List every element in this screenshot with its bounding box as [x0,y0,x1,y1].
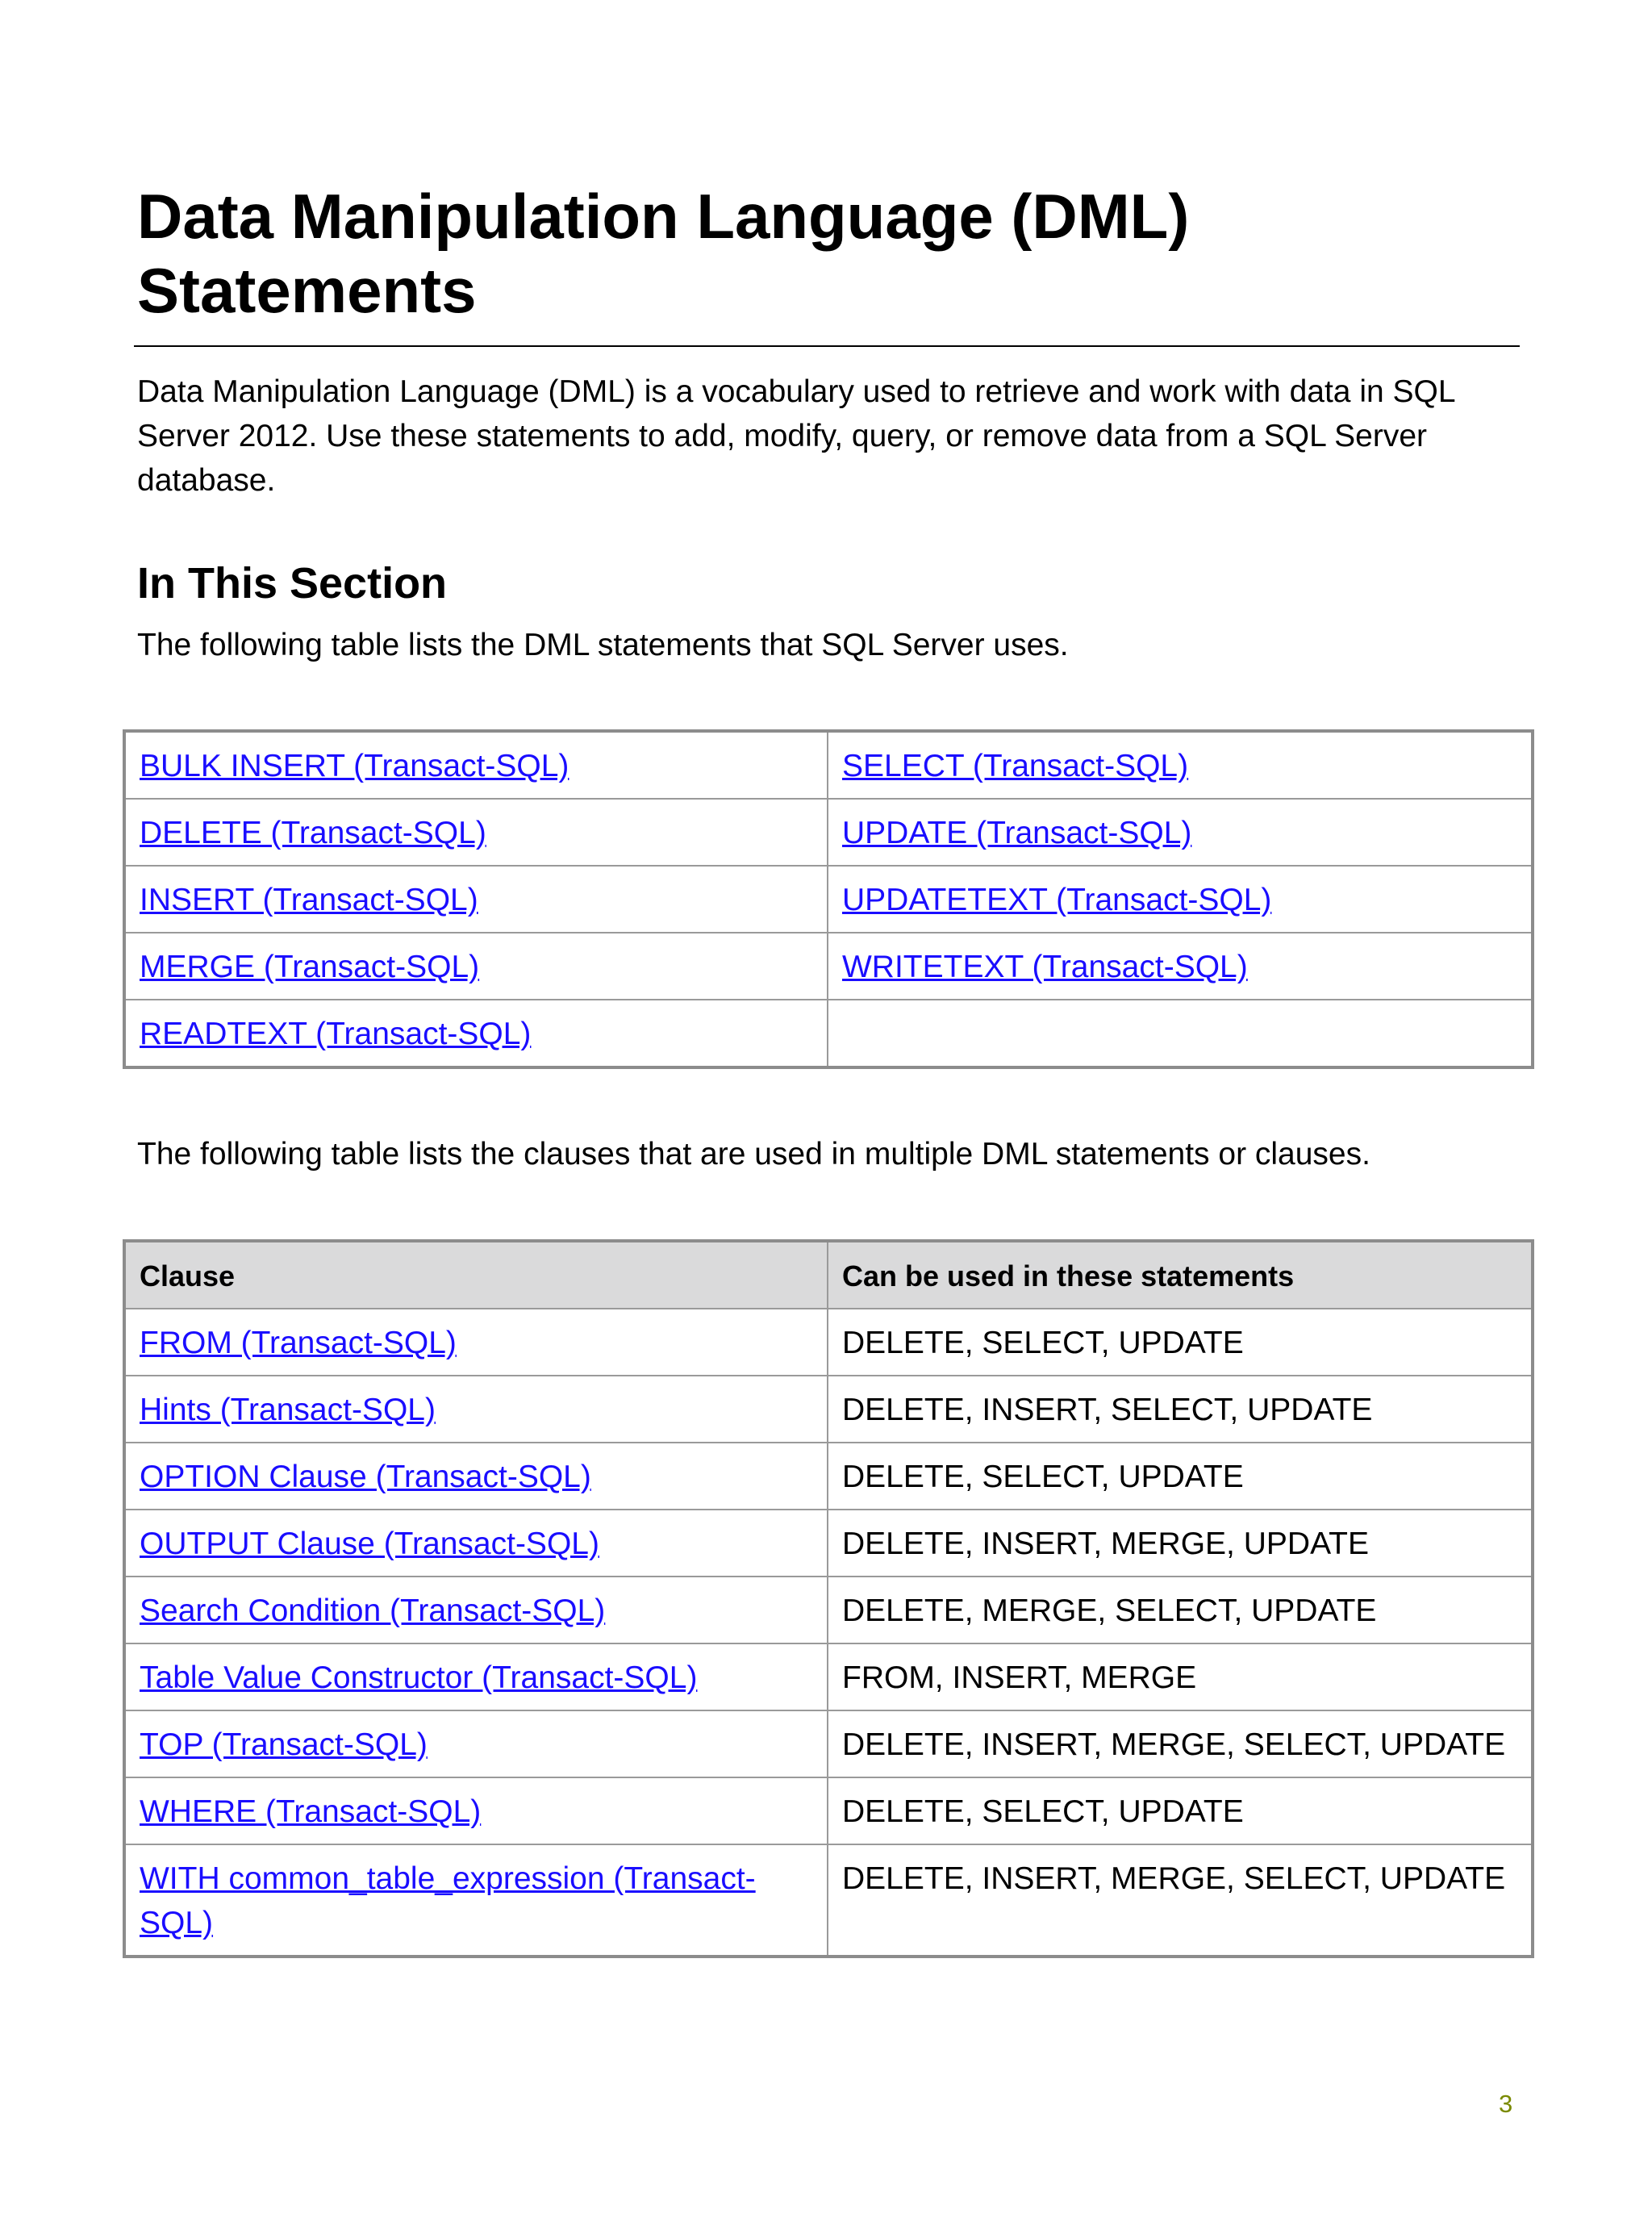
table-cell [124,1000,828,1067]
table-row [124,1643,1533,1710]
delete-link[interactable]: DELETE (Transact-SQL) [140,816,486,850]
option-clause-link[interactable]: OPTION Clause (Transact-SQL) [140,1460,591,1494]
select-link[interactable]: SELECT (Transact-SQL) [842,749,1189,783]
statements-table [123,729,1534,1069]
table-cell [124,1710,828,1777]
intro-paragraph: Data Manipulation Language (DML) is a vocabulary used to retrieve and work with data in SQL Server 2012. Use these statements to add, modify, query, or remove data from a SQL Server database. [137,374,1455,498]
table-row [124,866,1533,933]
table-cell [124,866,828,933]
table-row [124,799,1533,866]
table-row [124,1443,1533,1510]
page-title-line-1: Data Manipulation Language (DML) [137,181,1190,252]
statements-cell: DELETE, INSERT, MERGE, SELECT, UPDATE [828,1844,1533,1957]
statements-cell: FROM, INSERT, MERGE [828,1643,1533,1710]
table-row [124,1376,1533,1443]
table-cell [124,1777,828,1844]
table-cell [124,1844,828,1957]
statements-cell: DELETE, SELECT, UPDATE [828,1777,1533,1844]
table-cell [124,1643,828,1710]
table-row [124,731,1533,799]
table-cell [124,799,828,866]
search-condition-link[interactable]: Search Condition (Transact-SQL) [140,1593,606,1628]
output-clause-link[interactable]: OUTPUT Clause (Transact-SQL) [140,1526,599,1561]
table-cell [124,1443,828,1510]
statements-cell: DELETE, MERGE, SELECT, UPDATE [828,1577,1533,1643]
table-row [124,1844,1533,1957]
statements-cell: DELETE, INSERT, MERGE, SELECT, UPDATE [828,1710,1533,1777]
from-link[interactable]: FROM (Transact-SQL) [140,1326,457,1360]
table-row [124,1710,1533,1777]
where-link[interactable]: WHERE (Transact-SQL) [140,1794,482,1829]
table-row [124,933,1533,1000]
bulk-insert-link[interactable]: BULK INSERT (Transact-SQL) [140,749,569,783]
readtext-link[interactable]: READTEXT (Transact-SQL) [140,1017,532,1051]
table-row [124,1577,1533,1643]
section-heading: In This Section [137,559,448,608]
table-cell [828,866,1533,933]
writetext-link[interactable]: WRITETEXT (Transact-SQL) [842,950,1248,984]
insert-link[interactable]: INSERT (Transact-SQL) [140,883,478,917]
table-cell [124,1376,828,1443]
with-cte-link[interactable]: WITH common_table_expression (Transact-SQL) [140,1861,756,1940]
table-row [124,1000,1533,1067]
top-link[interactable]: TOP (Transact-SQL) [140,1727,428,1762]
clause-column-header: Clause [124,1241,828,1309]
page-title-line-2: Statements [137,255,477,326]
table-row [124,1309,1533,1376]
statements-cell: DELETE, INSERT, MERGE, UPDATE [828,1510,1533,1577]
table-row [124,1510,1533,1577]
table-cell [124,1309,828,1376]
table-cell [124,731,828,799]
page-title [137,179,1508,328]
page-number: 3 [1499,2090,1513,2118]
merge-link[interactable]: MERGE (Transact-SQL) [140,950,480,984]
update-link[interactable]: UPDATE (Transact-SQL) [842,816,1192,850]
empty-table-cell [828,1000,1533,1067]
table-row [124,1777,1533,1844]
table-cell [828,933,1533,1000]
statements-cell: DELETE, SELECT, UPDATE [828,1443,1533,1510]
hints-link[interactable]: Hints (Transact-SQL) [140,1393,436,1427]
statements-table-description: The following table lists the DML statements that SQL Server uses. [137,628,1069,662]
table-cell [124,1510,828,1577]
table-header-row [124,1241,1533,1309]
clauses-table-description: The following table lists the clauses that are used in multiple DML statements or clauses. [137,1137,1370,1171]
statements-column-header: Can be used in these statements [828,1241,1533,1309]
clauses-table [123,1239,1534,1958]
statements-cell: DELETE, INSERT, SELECT, UPDATE [828,1376,1533,1443]
title-divider [134,345,1520,347]
updatetext-link[interactable]: UPDATETEXT (Transact-SQL) [842,883,1272,917]
table-cell [124,933,828,1000]
statements-cell: DELETE, SELECT, UPDATE [828,1309,1533,1376]
table-cell [828,799,1533,866]
table-cell [828,731,1533,799]
table-value-constructor-link[interactable]: Table Value Constructor (Transact-SQL) [140,1660,698,1695]
table-cell [124,1577,828,1643]
